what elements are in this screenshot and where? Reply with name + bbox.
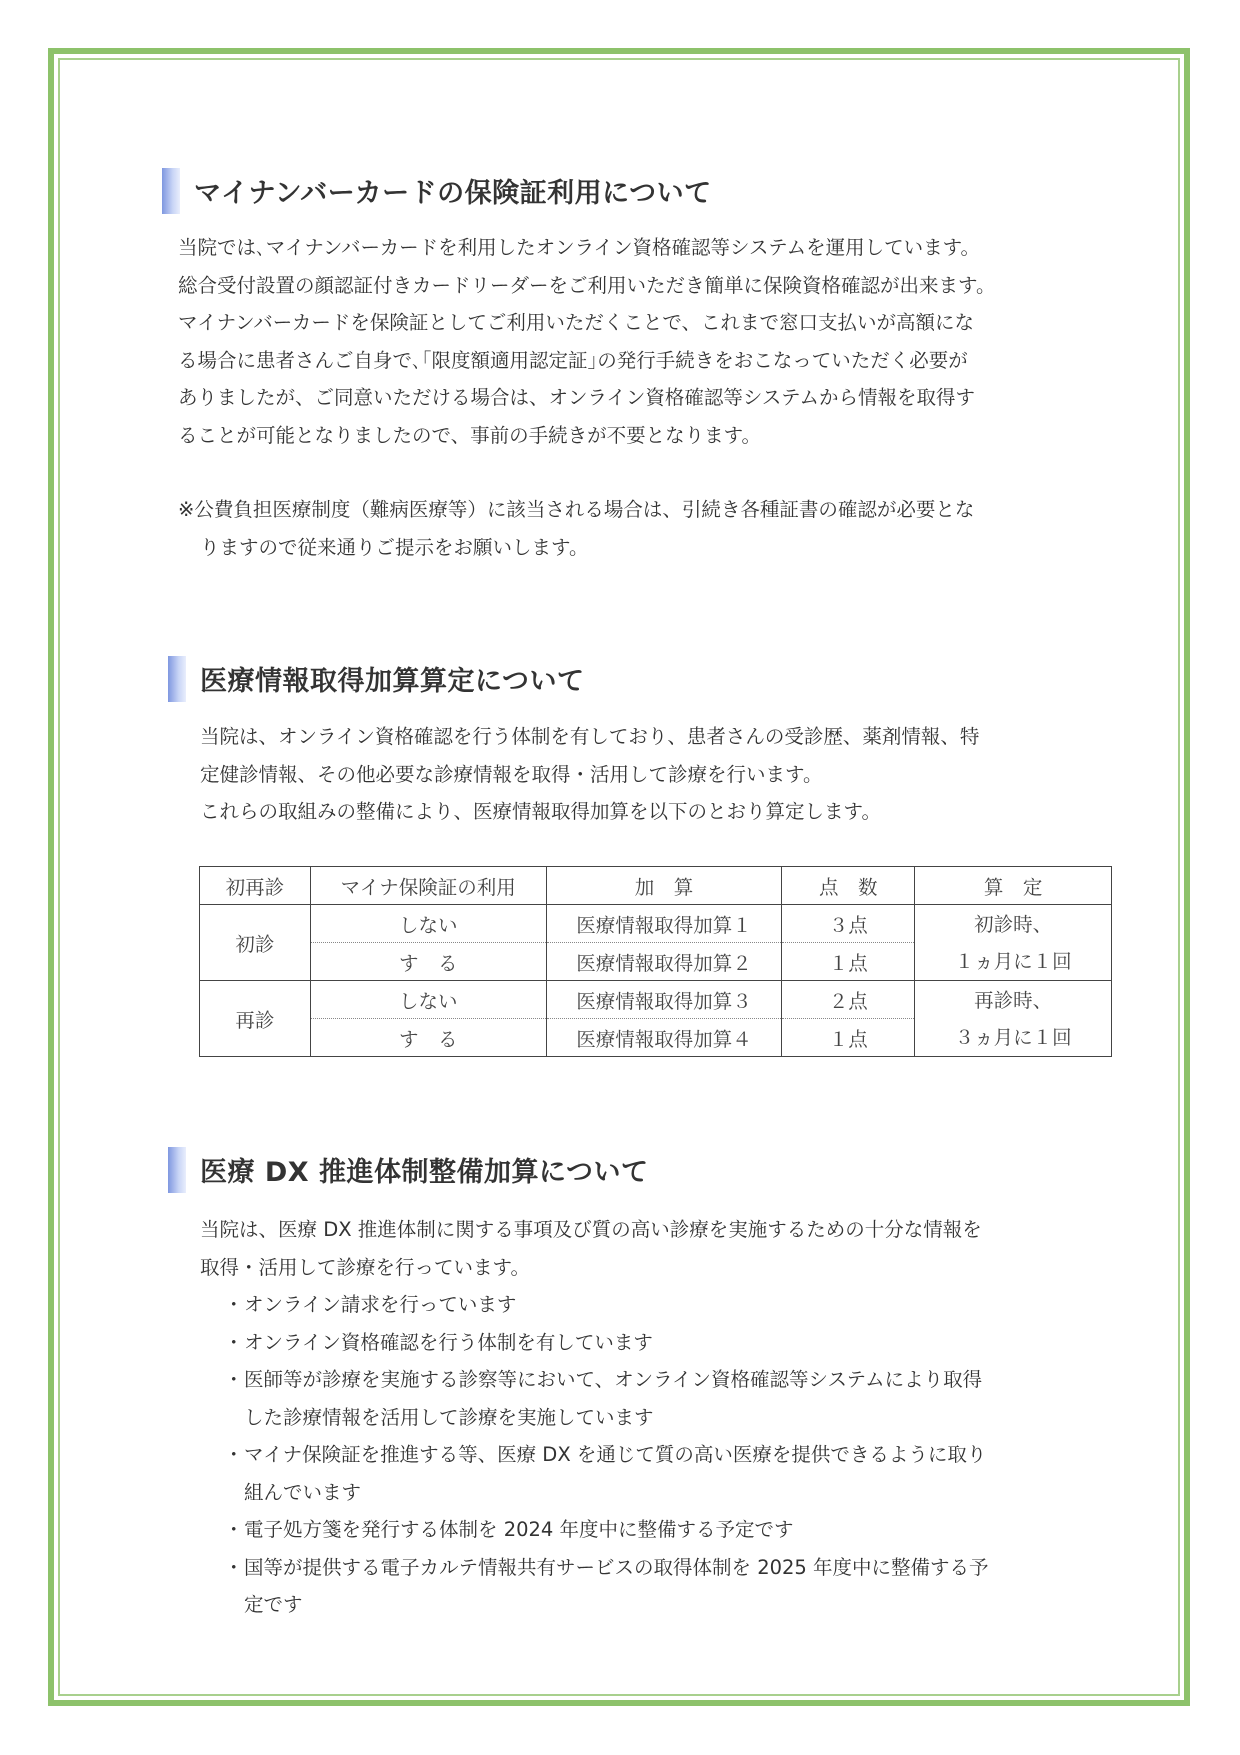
visit-type-cell: 初診 [200, 905, 311, 981]
public-expense-note [178, 491, 974, 566]
list-item-text: 医師等が診療を実施する診察等において、オンライン資格確認等システムにより取得 [244, 1368, 983, 1391]
calculation-cell [915, 905, 1112, 981]
bullet-mark: ・ [224, 1555, 244, 1579]
bullet-mark: ・ [224, 1293, 244, 1316]
bullet-mark: ・ [224, 1443, 244, 1466]
table-row [200, 981, 1112, 1019]
section-marker [168, 1147, 186, 1193]
paragraph-line: 総合受付設置の顔認証付きカードリーダーをご利用いただき簡単に保険資格確認が出来ます。 [178, 273, 996, 297]
list-item [224, 1436, 989, 1511]
list-item-text: マイナ保険証を推進する等、医療 DX を通じて質の高い医療を提供できるように取り [244, 1443, 987, 1466]
addon-cell: 医療情報取得加算１ [546, 905, 782, 943]
list-item-text: した診療情報を活用して診療を実施しています [244, 1405, 654, 1429]
note-line: りますので従来通りご提示をお願いします。 [200, 535, 589, 559]
visit-type-cell: 再診 [200, 981, 311, 1057]
points-cell: ２点 [782, 981, 915, 1019]
section-marker [162, 168, 180, 214]
header-points: 点 数 [782, 867, 915, 905]
card-use-cell: す る [310, 943, 546, 981]
paragraph-line: ることが可能となりましたので、事前の手続きが不要となります。 [178, 423, 762, 447]
points-cell: １点 [782, 943, 915, 981]
calculation-cell [915, 981, 1112, 1057]
dx-bullet-list [224, 1286, 989, 1624]
header-card-use: マイナ保険証の利用 [310, 867, 546, 905]
list-item [224, 1324, 989, 1362]
list-item [224, 1511, 989, 1549]
points-cell: １点 [782, 1019, 915, 1057]
calculation-line: ３ヵ月に１回 [954, 1025, 1072, 1049]
list-item-text: 組んでいます [244, 1480, 362, 1504]
list-item [224, 1549, 989, 1624]
section-marker [168, 656, 186, 702]
paragraph-line: マイナンバーカードを保険証としてご利用いただくことで、これまで窓口支払いが高額にな [178, 311, 974, 334]
calculation-line: １ヵ月に１回 [954, 949, 1072, 973]
section-title-medical-info: 医療情報取得加算算定について [200, 666, 585, 697]
paragraph-line: 当院では､マイナンバーカードを利用したオンライン資格確認等システムを運用しています。 [178, 236, 981, 259]
card-use-cell: しない [310, 981, 546, 1019]
addon-table [199, 866, 1112, 1057]
header-visit-type: 初再診 [200, 867, 311, 905]
addon-cell: 医療情報取得加算３ [546, 981, 782, 1019]
paragraph-line: ありましたが、ご同意いただける場合は、オンライン資格確認等システムから情報を取得す [178, 386, 975, 409]
header-addon: 加 算 [546, 867, 782, 905]
list-item-text: オンライン請求を行っています [244, 1293, 517, 1316]
points-cell: ３点 [782, 905, 915, 943]
section-body-medical-info [200, 718, 979, 831]
list-item [224, 1361, 989, 1436]
section-title-mynumber: マイナンバーカードの保険証利用について [194, 178, 712, 209]
paragraph-line: 当院は、医療 DX 推進体制に関する事項及び質の高い診療を実施するための十分な情報を [200, 1218, 982, 1241]
calculation-line: 初診時、 [974, 912, 1053, 936]
bullet-mark: ・ [224, 1368, 244, 1391]
list-item-text: 国等が提供する電子カルテ情報共有サービスの取得体制を 2025 年度中に整備する予 [244, 1555, 989, 1579]
list-item-text: オンライン資格確認を行う体制を有しています [244, 1330, 653, 1354]
paragraph-line: 定健診情報、その他必要な診療情報を取得・活用して診療を行います。 [200, 762, 823, 786]
table-header-row [200, 867, 1112, 905]
note-line: ※公費負担医療制度（難病医療等）に該当される場合は、引続き各種証書の確認が必要とな [178, 498, 975, 521]
paragraph-line: 当院は、オンライン資格確認を行う体制を有しており、患者さんの受診歴、薬剤情報、特 [200, 725, 980, 748]
table-row [200, 905, 1112, 943]
list-item-text: 定です [244, 1593, 303, 1616]
list-item [224, 1286, 989, 1324]
card-use-cell: しない [310, 905, 546, 943]
addon-cell: 医療情報取得加算２ [546, 943, 782, 981]
bullet-mark: ・ [224, 1518, 244, 1541]
section-body-mynumber [178, 229, 995, 454]
card-use-cell: す る [310, 1019, 546, 1057]
paragraph-line: これらの取組みの整備により、医療情報取得加算を以下のとおり算定します。 [200, 800, 881, 823]
section-title-medical-dx: 医療 DX 推進体制整備加算について [200, 1157, 649, 1188]
section-body-medical-dx [200, 1211, 982, 1286]
bullet-mark: ・ [224, 1330, 244, 1354]
paragraph-line: 取得・活用して診療を行っています。 [200, 1255, 530, 1279]
addon-cell: 医療情報取得加算４ [546, 1019, 782, 1057]
list-item-text: 電子処方箋を発行する体制を 2024 年度中に整備する予定です [244, 1518, 794, 1541]
paragraph-line: る場合に患者さんご自身で､｢限度額適用認定証｣の発行手続きをおこなっていただく必要が [178, 348, 968, 372]
calculation-line: 再診時、 [974, 988, 1053, 1012]
header-calculation: 算 定 [915, 867, 1112, 905]
